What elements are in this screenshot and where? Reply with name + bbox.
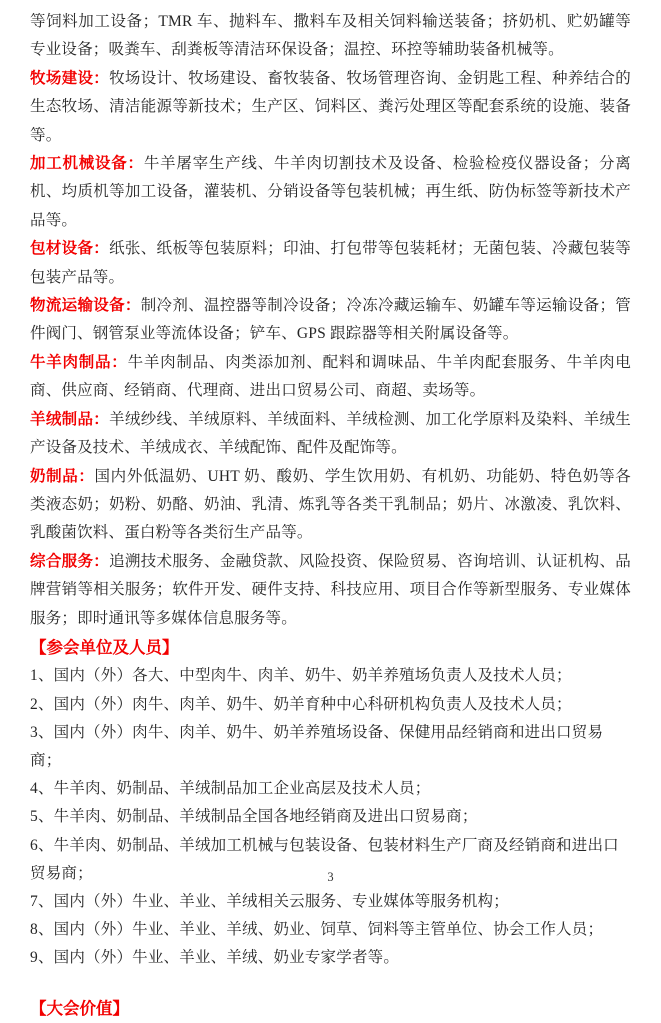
attendee-item-2: 2、国内（外）肉牛、肉羊、奶牛、奶羊育种中心科研机构负责人及技术人员； [30,695,572,713]
attendee-item-3: 3、国内（外）肉牛、肉羊、奶牛、奶羊养殖场设备、保健用品经销商和进出口贸易商； [30,723,604,769]
section-ranch-construction-body: 牧场设计、牧场建设、畜牧装备、牧场管理咨询、金钥匙工程、种养结合的生态牧场、清洁能源等新技术；生产区、饲料区、粪污处理区等配套系统的设施、装备等。 [30,69,631,144]
section-beef-mutton-products [30,349,631,406]
attendee-item-4: 4、牛羊肉、奶制品、羊绒制品加工企业高层及技术人员； [30,780,431,798]
section-dairy-products-body: 国内外低温奶、UHT 奶、酸奶、学生饮用奶、有机奶、功能奶、特色奶等各类液态奶；奶粉、奶酪、奶油、乳清、炼乳等各类干乳制品；奶片、冰激凌、乳饮料、乳酸菌饮料、蛋白粉等各类衍生产品等。 [30,467,631,542]
section-packaging-materials-label: 包材设备： [30,240,110,258]
attendee-item-5: 5、牛羊肉、奶制品、羊绒制品全国各地经销商及进出口贸易商； [30,808,478,826]
section-logistics-transport [30,292,631,349]
section-dairy-products [30,463,631,548]
section-dairy-products-label: 奶制品： [30,467,95,485]
section-packaging-materials-body: 纸张、纸板等包装原料；印油、打包带等包装耗材；无菌包装、冷藏包装等包装产品等。 [30,240,631,286]
section-packaging-materials [30,235,631,292]
page-number: 3 [327,870,334,884]
section-comprehensive-services-label: 综合服务： [30,552,110,570]
section-processing-machinery [30,150,631,235]
section-ranch-construction-label: 牧场建设： [30,69,110,87]
attendee-item-8: 8、国内（外）牛业、羊业、羊绒、奶业、饲草、饲料等主管单位、协会工作人员； [30,921,604,939]
attendee-item-6: 6、牛羊肉、奶制品、羊绒加工机械与包装设备、包装材料生产厂商及经销商和进出口贸易商； [30,836,619,882]
attendee-item-7: 7、国内（外）牛业、羊业、羊绒相关云服务、专业媒体等服务机构； [30,892,509,910]
attendees-header: 【参会单位及人员】 [30,637,179,657]
section-processing-machinery-label: 加工机械设备： [30,155,144,173]
section-logistics-transport-body: 制冷剂、温控器等制冷设备；冷冻冷藏运输车、奶罐车等运输设备；管件阀门、钢管泵业等流体设备；铲车、GPS 跟踪器等相关附属设备等。 [30,297,631,343]
section-comprehensive-services [30,548,631,633]
section-ranch-construction [30,65,631,150]
value-header: 【大会价值】 [30,998,129,1018]
paragraph-feed-equipment-continued: 等饲料加工设备；TMR 车、抛料车、撒料车及相关饲料输送装备；挤奶机、贮奶罐等专业设备；吸粪车、刮粪板等清洁环保设备；温控、环控等辅助装备机械等。 [30,13,631,59]
section-comprehensive-services-body: 追溯技术服务、金融贷款、风险投资、保险贸易、咨询培训、认证机构、品牌营销等相关服务；软件开发、硬件支持、科技应用、项目合作等新型服务、专业媒体服务；即时通讯等多媒体信息服务等。 [30,552,631,627]
attendee-item-9: 9、国内（外）牛业、羊业、羊绒、奶业专家学者等。 [30,949,400,967]
section-cashmere-products-body: 羊绒纱线、羊绒原料、羊绒面料、羊绒检测、加工化学原料及染料、羊绒生产设备及技术、羊绒成衣、羊绒配饰、配件及配饰等。 [30,410,631,457]
section-processing-machinery-body: 牛羊屠宰生产线、牛羊肉切割技术及设备、检验检疫仪器设备；分离机、均质机等加工设备，灌装机、分销设备等包装机械；再生纸、防伪标签等新技术产品等。 [30,155,631,229]
section-beef-mutton-products-label: 牛羊肉制品： [30,353,128,371]
section-beef-mutton-products-body: 牛羊肉制品、肉类添加剂、配料和调味品、牛羊肉配套服务、牛羊肉电商、供应商、经销商、代理商、进出口贸易公司、商超、卖场等。 [30,353,632,400]
section-cashmere-products-label: 羊绒制品： [30,410,110,428]
attendee-item-1: 1、国内（外）各大、中型肉牛、肉羊、奶牛、奶羊养殖场负责人及技术人员； [30,667,572,685]
section-logistics-transport-label: 物流运输设备： [30,297,141,315]
section-cashmere-products [30,406,631,463]
